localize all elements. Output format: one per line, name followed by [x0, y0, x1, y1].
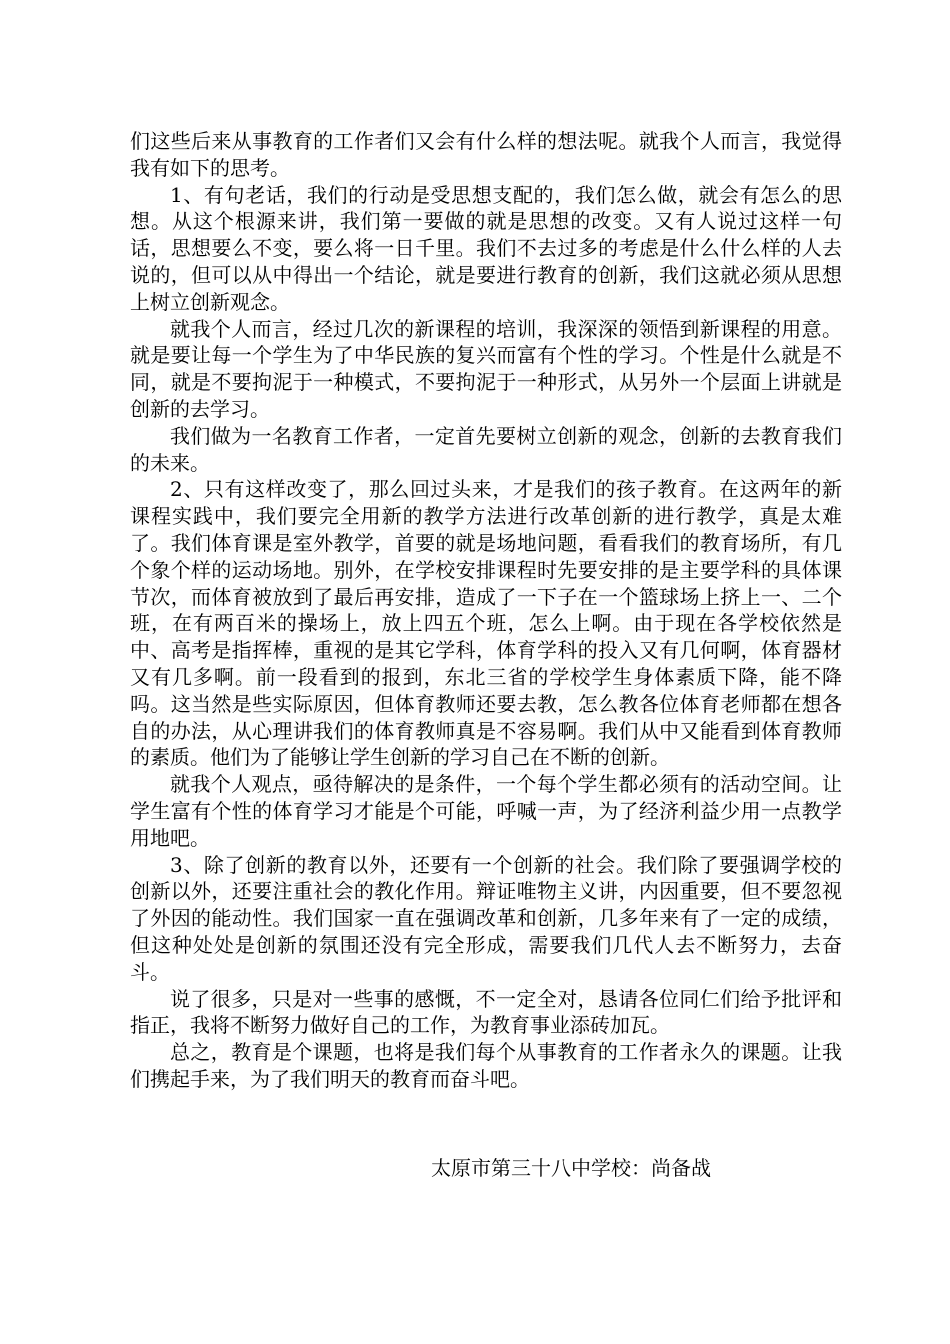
paragraph-remarks: 说了很多，只是对一些事的感慨，不一定全对，恳请各位同仁们给予批评和指正，我将不断努力做好自己的工作，为教育事业添砖加瓦。 — [130, 986, 842, 1038]
paragraph-personal-view: 就我个人观点，亟待解决的是条件，一个每个学生都必须有的活动空间。让学生富有个性的体育学习才能是个可能，呼喊一声，为了经济利益少用一点教学用地吧。 — [130, 772, 842, 850]
paragraph-point-1: 1、有句老话，我们的行动是受思想支配的，我们怎么做，就会有怎么的思想。从这个根源来讲，我们第一要做的就是思想的改变。又有人说过这样一句话，思想要么不变，要么将一日千里。我们不去过多的考虑是什么什么样的人去说的，但可以从中得出一个结论，就是要进行教育的创新，我们这就必须从思想上树立创新观念。 — [130, 182, 842, 314]
paragraph-point-2: 2、只有这样改变了，那么回过头来，才是我们的孩子教育。在这两年的新课程实践中，我们要完全用新的教学方法进行改革创新的进行教学，真是太难了。我们体育课是室外教学，首要的就是场地问题，看看我们的教育场所，有几个象个样的运动场地。别外，在学校安排课程时先要安排的是主要学科的具体课节次，而体育被放到了最后再安排，造成了一下子在一个篮球场上挤上一、二个班，在有两百米的操场上，放上四五个班，怎么上啊。由于现在各学校依然是中、高考是指挥棒，重视的是其它学科，体育学科的投入又有几何啊，体育器材又有几多啊。前一段看到的报到，东北三省的学校学生身体素质下降，能不降吗。这当然是些实际原因，但体育教师还要去教，怎么教各位体育老师都在想各自的办法，从心理讲我们的体育教师真是不容易啊。我们从中又能看到体育教师的素质。他们为了能够让学生创新的学习自己在不断的创新。 — [130, 477, 842, 770]
paragraph-new-curriculum: 就我个人而言，经过几次的新课程的培训，我深深的领悟到新课程的用意。就是要让每一个学生为了中华民族的复兴而富有个性的学习。个性是什么就是不同，就是不要拘泥于一种模式，不要拘泥于一种形式，从另外一个层面上讲就是创新的去学习。 — [130, 316, 842, 421]
paragraph-point-3: 3、除了创新的教育以外，还要有一个创新的社会。我们除了要强调学校的创新以外，还要注重社会的教化作用。辩证唯物主义讲，内因重要，但不要忽视了外因的能动性。我们国家一直在强调改革和创新，几多年来有了一定的成绩，但这种处处是创新的氛围还没有完全形成，需要我们几代人去不断努力，去奋斗。 — [130, 852, 842, 984]
paragraph-conclusion: 总之，教育是个课题，也将是我们每个从事教育的工作者永久的课题。让我们携起手来，为了我们明天的教育而奋斗吧。 — [130, 1040, 842, 1091]
author-signature: 太原市第三十八中学校：尚备战 — [431, 1156, 711, 1180]
paragraph-innovation-concept: 我们做为一名教育工作者，一定首先要树立创新的观念，创新的去教育我们的未来。 — [130, 423, 842, 475]
document-body — [130, 128, 842, 1093]
paragraph-continuation: 们这些后来从事教育的工作者们又会有什么样的想法呢。就我个人而言，我觉得我有如下的思考。 — [130, 129, 842, 180]
